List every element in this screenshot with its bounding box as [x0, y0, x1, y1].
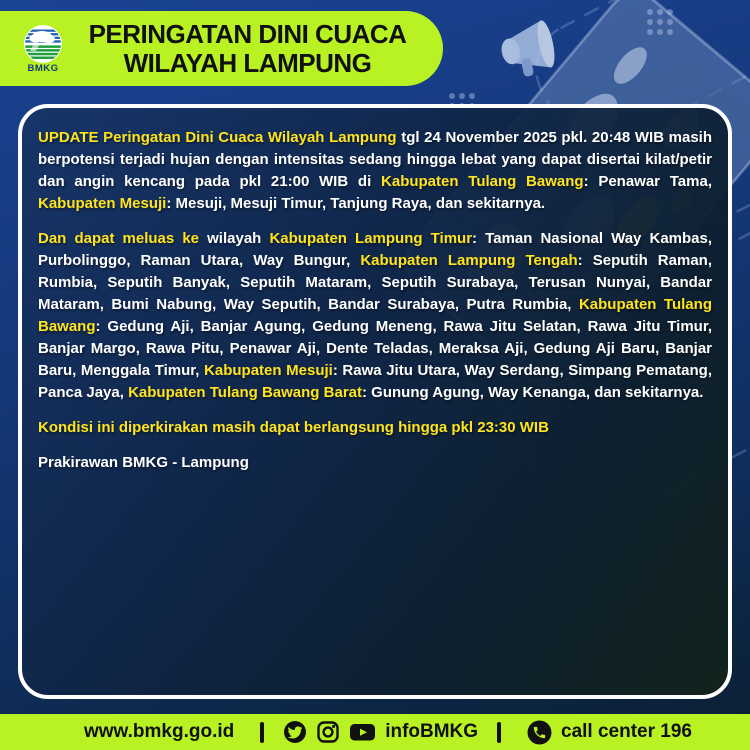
- highlight-text: Kabupaten Lampung Tengah: [360, 252, 578, 269]
- warning-paragraph: [38, 452, 712, 474]
- highlight-text: Kabupaten Mesuji: [204, 362, 333, 379]
- bmkg-logo-label: BMKG: [27, 62, 59, 74]
- highlight-text: Dan dapat meluas ke: [38, 230, 200, 247]
- warning-paragraph: [38, 228, 712, 404]
- warning-text: [38, 127, 712, 474]
- body-text: : Gedung Aji, Banjar Agung, Gedung Meneng, Rawa Jitu Selatan, Rawa Jitu Timur, Banjar Margo, Rawa Pitu, Penawar Aji, Dente Teladas, Meraksa Aji, Gedung Aji Baru, Banjar Baru, Menggala Timur,: [38, 318, 712, 379]
- highlight-text: Kondisi ini diperkirakan masih dapat berlangsung hingga pkl 23:30 WIB: [38, 419, 549, 436]
- youtube-icon: [349, 720, 376, 744]
- body-text: tgl 24 November 2025 pkl. 20:48 WIB masih berpotensi terjadi hujan dengan intensitas sedang hingga lebat yang dapat disertai kilat/petir dan angin kencang pada pkl 21:00 WIB di: [38, 129, 712, 190]
- title-line1: PERINGATAN DINI CUACA: [88, 18, 407, 49]
- highlight-text: Kabupaten Tulang Bawang Barat: [128, 384, 362, 401]
- highlight-text: Kabupaten Mesuji: [38, 195, 167, 212]
- body-text: Prakirawan BMKG - Lampung: [38, 454, 249, 471]
- header-banner: [0, 11, 443, 86]
- highlight-text: Kabupaten Lampung Timur: [269, 230, 473, 247]
- website-url: www.bmkg.go.id: [84, 721, 235, 742]
- title-line2: WILAYAH LAMPUNG: [123, 47, 372, 78]
- body-text: : Taman Nasional Way Kambas, Purbolinggo, Raman Utara, Way Bungur,: [38, 230, 713, 269]
- body-text: : Seputih Raman, Rumbia, Seputih Banyak, Seputih Mataram, Seputih Surabaya, Terusan Nunyai, Bandar Mataram, Bumi Nabung, Way Seputih, Bandar Surabaya, Putra Rumbia,: [38, 252, 712, 313]
- bmkg-logo-icon: [23, 24, 63, 64]
- warning-paragraph: [38, 127, 712, 215]
- body-text: : Mesuji, Mesuji Timur, Tanjung Raya, dan sekitarnya.: [166, 195, 546, 212]
- call-center-group: [527, 720, 692, 745]
- bmkg-logo: [20, 24, 66, 74]
- body-text: wilayah: [199, 230, 270, 247]
- social-handle: infoBMKG: [385, 721, 479, 742]
- call-center-label: call center 196: [561, 721, 692, 742]
- highlight-text: Kabupaten Tulang Bawang: [381, 173, 584, 190]
- body-text: : Gunung Agung, Way Kenanga, dan sekitarnya.: [362, 384, 704, 401]
- page-title: [66, 20, 443, 78]
- body-text: : Rawa Jitu Utara, Way Serdang, Simpang Pematang, Panca Jaya,: [38, 362, 713, 401]
- highlight-text: Kabupaten Tulang Bawang: [38, 296, 712, 335]
- social-media-group: [234, 720, 527, 744]
- highlight-text: UPDATE Peringatan Dini Cuaca Wilayah Lampung: [38, 129, 397, 146]
- footer-bar: [0, 714, 750, 750]
- body-text: : Penawar Tama,: [583, 173, 712, 190]
- separator-bar: [497, 722, 501, 743]
- instagram-icon: [316, 720, 340, 744]
- phone-icon: [527, 720, 552, 745]
- warning-paragraph: [38, 417, 712, 439]
- separator-bar: [260, 722, 264, 743]
- warning-card: [18, 104, 732, 699]
- twitter-icon: [283, 720, 307, 744]
